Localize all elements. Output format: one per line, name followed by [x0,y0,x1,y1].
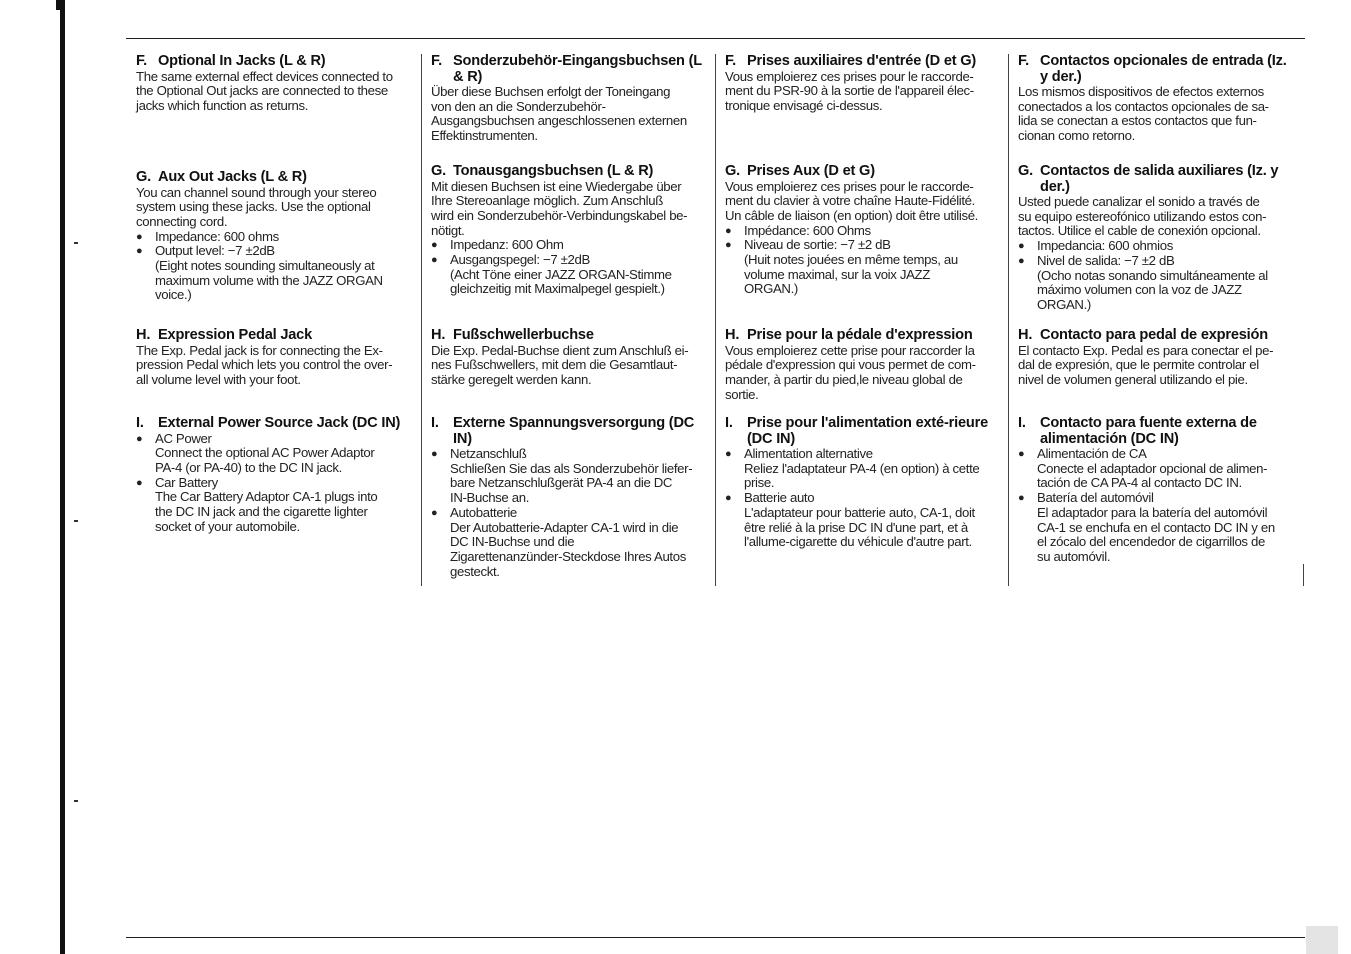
bullet-label: Netzanschluß [450,446,527,461]
bullet-label: Ausgangspegel: −7 ±2dB [450,252,590,268]
edge-mark [74,242,78,244]
bullet-note-line: socket of your automobile. [155,518,300,534]
body-line: You can channel sound through your stereo [136,184,377,200]
body-line: jacks which function as returns. [136,97,309,113]
section-letter: G. [136,169,152,185]
section-letter: H. [1018,327,1033,343]
section-letter: I. [136,415,144,431]
bullet-item [136,432,412,447]
section [431,328,707,388]
binding-tick [56,0,60,10]
body-line: mander, à partir du pied,le niveau global de [725,371,963,387]
column-divider [1008,54,1009,586]
section-letter: F. [431,53,442,69]
body-line: Mit diesen Buchsen ist eine Wiedergabe über [431,178,682,194]
bullet-note-line: prise. [744,475,775,491]
section [1018,164,1294,313]
section-title: Aux Out Jacks (L & R) [158,169,307,185]
bullet-item [725,491,1001,506]
section-letter: H. [136,327,151,343]
section-title: Contacto para pedal de expresión [1040,327,1268,343]
bullet-icon: ● [1018,240,1025,253]
bullet-item [1018,254,1294,269]
bullet-note-line: voice.) [155,287,192,303]
bullet-note-line: el zócalo del encendedor de cigarrillos de [1037,534,1265,550]
body-line: connecting cord. [136,213,228,229]
bullet-note-line: être relié à la prise DC IN d'une part, et à [744,519,968,535]
body-line: The same external effect devices connected to [136,68,393,84]
bullet-note-line: gesteckt. [450,563,500,579]
section-letter: G. [725,163,741,179]
body-line: Über diese Buchsen erfolgt der Toneingang [431,84,671,99]
section-letter: I. [431,415,439,431]
bullet-note-line: the DC IN jack and the cigarette lighter [155,504,368,520]
bullet-icon: ● [1018,254,1025,267]
section-title: Optional In Jacks (L & R) [158,53,326,69]
bullet-label: Alimentación de CA [1037,446,1147,461]
section [136,328,412,388]
bullet-item [1018,491,1294,506]
section-heading [1018,164,1294,195]
bullet-note-line: gleichzeitig mit Maximalpegel gespielt.) [450,281,665,297]
edge-mark [74,520,78,522]
bullet-item [725,224,1001,239]
bullet-note-line: DC IN-Buchse und die [450,534,575,550]
bullet-item [136,244,412,259]
bullet-note-line: (Eight notes sounding simultaneously at [155,258,375,274]
bullet-item [431,447,707,462]
bullet-note-line: bare Netzanschlußgerät PA-4 an die DC [450,475,673,491]
bullet-item [431,238,707,253]
bullet-item [431,253,707,268]
body-line: El contacto Exp. Pedal es para conectar el pe- [1018,342,1274,358]
bullet-note-line: Conecte el adaptador opcional de alimen- [1037,460,1268,476]
bullet-label: Niveau de sortie: −7 ±2 dB [744,237,891,253]
section-title: Fußschwellerbuchse [453,327,594,343]
body-line: nes Fußschwellers, mit dem die Gesamtlaut- [431,357,678,373]
section-title: Contactos opcionales de entrada (Iz. y der.) [1040,53,1287,85]
body-line: cionan como retorno. [1018,128,1135,144]
edge-mark [74,800,78,802]
section-heading [431,416,707,447]
section-title: Contactos de salida auxiliares (Iz. y der.) [1040,163,1279,195]
section [1018,416,1294,565]
bullet-icon: ● [725,239,732,252]
body-line: Vous emploierez ces prises pour le raccorde- [725,178,974,194]
body-line: Vous emploierez ces prises pour le raccorde- [725,68,974,84]
bullet-note-line: El adaptador para la batería del automóvil [1037,504,1268,520]
body-line: lida se conectan a estos contactos que fun- [1018,113,1257,129]
bullet-label: Batería del automóvil [1037,490,1154,506]
body-line: ment du PSR-90 à la sortie de l'appareil élec- [725,83,974,99]
column-divider [421,54,422,586]
bullet-icon: ● [136,245,143,258]
section-title: Prises Aux (D et G) [747,163,875,179]
bullet-note-line: Reliez l'adaptateur PA-4 (en option) à cette [744,460,980,476]
section-heading [431,164,707,180]
section-heading [725,54,1001,70]
section [431,164,707,297]
binding-edge [60,0,65,954]
bullet-label: Alimentation alternative [744,446,873,461]
body-line: Un câble de liaison (en option) doit être utilisé. [725,207,978,223]
section-heading [136,328,412,344]
bullet-icon: ● [431,254,438,267]
body-line: stärke geregelt werden kann. [431,371,592,387]
section [136,416,412,534]
bullet-icon: ● [431,239,438,252]
bullet-note-line: (Ocho notas sonando simultáneamente al [1037,267,1268,283]
column-divider [715,54,716,586]
section-heading [136,170,412,186]
top-rule [126,38,1305,39]
body-line: Vous emploierez cette prise pour raccorder la [725,342,975,358]
bullet-icon: ● [1018,492,1025,505]
bullet-note-line: The Car Battery Adaptor CA-1 plugs into [155,489,378,505]
bottom-rule [126,937,1305,938]
body-line: the Optional Out jacks are connected to these [136,83,388,99]
body-line: conectados a los contactos opcionales de sa- [1018,98,1269,114]
bullet-icon: ● [725,492,732,505]
bullet-note-line: volume maximal, sur la voix JAZZ [744,266,930,282]
bullet-item [136,230,412,245]
section-heading [1018,416,1294,447]
bullet-label: Autobatterie [450,504,517,520]
bullet-note-line: Zigarettenanzünder-Steckdose Ihres Autos [450,548,686,564]
bullet-item [1018,447,1294,462]
body-line: nötigt. [431,222,465,238]
body-line: nivel de volumen general utilizando el pie. [1018,371,1248,387]
bullet-icon: ● [136,476,143,489]
bullet-icon: ● [431,506,438,519]
body-line: su equipo estereofónico utilizando estos con- [1018,208,1267,224]
section-heading [136,54,412,70]
section-heading [136,416,412,432]
section-letter: H. [431,327,446,343]
bullet-note-line: Der Autobatterie-Adapter CA-1 wird in die [450,519,679,535]
body-line: tronique envisagé ci-dessus. [725,97,883,113]
bullet-label: Impédance: 600 Ohms [744,222,871,238]
section-letter: H. [725,327,740,343]
bullet-note-line: ORGAN.) [744,281,798,297]
bullet-label: Nivel de salida: −7 ±2 dB [1037,252,1175,268]
section-heading [1018,328,1294,344]
bullet-note-line: máximo volumen con la voz de JAZZ [1037,282,1242,298]
body-line: von den an die Sonderzubehör- [431,98,606,114]
bullet-item [725,238,1001,253]
bullet-label: Impedanz: 600 Ohm [450,237,564,253]
column-end-tick [1303,564,1304,586]
page-corner-box [1306,926,1338,954]
bullet-icon: ● [1018,448,1025,460]
body-line: pédale d'expression qui vous permet de com- [725,357,976,373]
bullet-item [136,476,412,491]
bullet-label: Impedance: 600 ohms [155,228,279,244]
body-line: tactos. Utilice el cable de conexión opcional. [1018,223,1261,239]
section-heading [725,328,1001,344]
section-letter: G. [431,163,447,179]
section [1018,54,1294,144]
section-letter: I. [1018,415,1026,431]
body-line: dal de expresión, que le permite controlar el [1018,357,1259,373]
section-title: Prise pour la pédale d'expression [747,327,973,343]
body-line: all volume level with your foot. [136,371,301,387]
body-line: system using these jacks. Use the optional [136,199,371,215]
section-letter: F. [136,53,147,69]
bullet-icon: ● [725,224,732,237]
bullet-note-line: Connect the optional AC Power Adaptor [155,445,375,461]
section-heading [431,54,707,85]
bullet-icon: ● [431,448,438,460]
section-title: External Power Source Jack (DC IN) [158,415,401,431]
section [725,54,1001,114]
bullet-icon: ● [136,230,143,243]
bullet-note-line: PA-4 (or PA-40) to the DC IN jack. [155,459,342,475]
section [136,170,412,303]
bullet-label: Car Battery [155,474,218,490]
section-title: Externe Spannungsversorgung (DC IN) [453,415,695,447]
bullet-item [1018,239,1294,254]
bullet-label: Batterie auto [744,490,815,506]
bullet-note-line: CA-1 se enchufa en el contacto DC IN y en [1037,519,1275,535]
bullet-note-line: su automóvil. [1037,548,1111,564]
section [725,328,1001,402]
section-title: Sonderzubehör-Eingangsbuchsen (L & R) [453,53,702,85]
body-line: Usted puede canalizar el sonido a través de [1018,194,1260,209]
body-line: Ihre Stereoanlage möglich. Zum Anschluß [431,193,663,209]
body-line: Los mismos dispositivos de efectos externos [1018,84,1264,99]
bullet-icon: ● [725,448,732,460]
body-line: The Exp. Pedal jack is for connecting the Ex- [136,342,383,358]
body-line: pression Pedal which lets you control the over- [136,357,393,373]
section-title: Contacto para fuente externa de alimentación (DC IN) [1040,415,1257,447]
section-title: Prise pour l'alimentation exté-rieure (DC IN) [747,415,988,447]
section [431,54,707,144]
section-heading [1018,54,1294,85]
bullet-note-line: l'allume-cigarette du véhicule d'autre part. [744,534,972,550]
bullet-note-line: L'adaptateur pour batterie auto, CA-1, doit [744,504,975,520]
section [725,416,1001,550]
body-line: sortie. [725,386,759,402]
bullet-note-line: maximum volume with the JAZZ ORGAN [155,272,383,288]
section [431,416,707,579]
bullet-icon: ● [136,432,143,445]
section-letter: I. [725,415,733,431]
section-letter: G. [1018,163,1034,179]
section-title: Tonausgangsbuchsen (L & R) [453,163,654,179]
bullet-item [725,447,1001,462]
bullet-label: Impedancia: 600 ohmios [1037,238,1173,254]
body-line: Ausgangsbuchsen angeschlossenen externen [431,113,687,129]
section [1018,328,1294,388]
bullet-note-line: (Huit notes jouées en même temps, au [744,252,958,268]
body-line: Die Exp. Pedal-Buchse dient zum Anschluß ei- [431,342,689,358]
section-heading [725,164,1001,180]
body-line: wird ein Sonderzubehör-Verbindungskabel be- [431,207,688,223]
bullet-label: AC Power [155,430,212,446]
section-heading [431,328,707,344]
section [136,54,412,114]
section [725,164,1001,297]
bullet-note-line: Schließen Sie das als Sonderzubehör liefer- [450,460,693,476]
bullet-note-line: tación de CA PA-4 al contacto DC IN. [1037,475,1242,491]
bullet-item [431,506,707,521]
section-letter: F. [1018,53,1029,69]
bullet-note-line: (Acht Töne einer JAZZ ORGAN-Stimme [450,266,672,282]
body-line: Effektinstrumenten. [431,128,538,144]
bullet-note-line: ORGAN.) [1037,296,1091,312]
section-title: Prises auxiliaires d'entrée (D et G) [747,53,977,69]
section-title: Expression Pedal Jack [158,327,312,343]
section-heading [725,416,1001,447]
section-letter: F. [725,53,736,69]
bullet-note-line: IN-Buchse an. [450,490,530,506]
body-line: ment du clavier à votre chaîne Haute-Fidélité. [725,193,975,209]
bullet-label: Output level: −7 ±2dB [155,243,275,259]
